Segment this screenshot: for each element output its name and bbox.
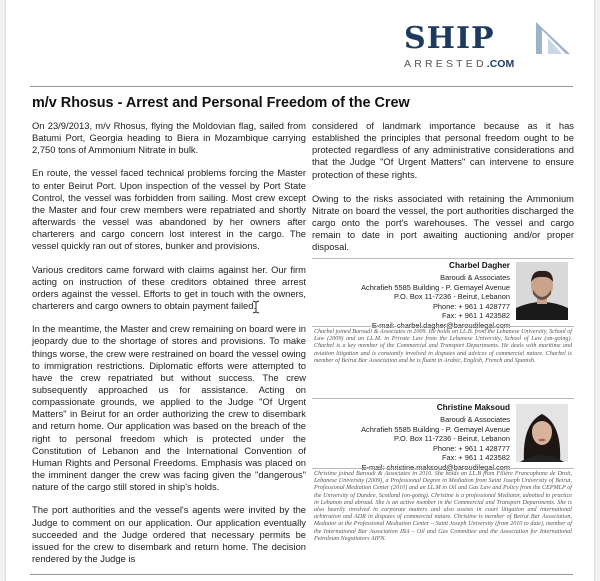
contact-divider bbox=[312, 398, 574, 399]
contact-name: Charbel Dagher bbox=[449, 261, 510, 270]
paragraph: On 23/9/2013, m/v Rhosus, flying the Moldovian flag, sailed from Batumi Port, Georgia heading to Biera in Mozambique carrying 2,750 tons of Ammonium Nitrate in bulk. bbox=[32, 120, 306, 156]
paragraph: considered of landmark importance because as it has established the principles that personal freedom ought to be protected regardless of any administrative considerations and that the Judge "Of Urgent Matters" can intervene to ensure protection of these rights. bbox=[312, 120, 574, 180]
footer-divider bbox=[30, 574, 573, 575]
document-page bbox=[6, 0, 594, 581]
contact-phone: Phone: + 961 1 428777 bbox=[432, 301, 510, 311]
contact-firm: Baroudi & Associates bbox=[440, 415, 510, 424]
article-right-column bbox=[312, 120, 574, 266]
contact-name: Christine Maksoud bbox=[436, 403, 510, 412]
article-left-column bbox=[32, 120, 306, 576]
contact-po-box: P.O. Box 11-7236 - Beirut, Lebanon bbox=[393, 292, 510, 302]
contact-bio: Christine joined Baroudi & Associates in 2010. She holds an LL.B from Filière Francophone de Droit, Lebanese University (2009), a Professional Degree in Mediation from Saint Joseph University of Beirut, Professional Mediation Center (2010) and an LL.M in Oil and Gas Law and Policy from the CEPMLP of the University of Dundee, Scotland (on-going). Christine is a professional Mediator, admitted to practice in Lebanon and abroad. She is an active member in the Commercial and Transport Departments. She is also heavily involved in corporate matters and also assists in court litigation and international arbitration and ADR in disputes of commercial nature. Christine is member of Beirut Bar Association, Mediator at the Professional Mediation Center – Saint Joseph University (from 2010 to date), member of the International Bar Association IBA – Oil and Gas Committee and the Association for International Petroleum Negotiators AIPN. bbox=[314, 471, 572, 542]
contact-card-charbel bbox=[312, 258, 574, 364]
contact-address: Achrafieh 5585 Building - P. Gemayel Avenue bbox=[361, 282, 510, 292]
contact-card-christine bbox=[312, 398, 574, 542]
text-cursor-icon bbox=[252, 300, 260, 314]
ship-arrested-logo bbox=[404, 21, 574, 72]
article-title: m/v Rhosus - Arrest and Personal Freedom of the Crew bbox=[32, 95, 410, 111]
paragraph: The port authorities and the vessel's agents were invited by the Judge to comment on our application. Our application eventually succeeded and the Judge ordered that necessary permits be issued for the crew to disembark and return home. The decision rendered by the Judge is bbox=[32, 504, 306, 564]
contact-address: Achrafieh 5585 Building - P. Gemayel Avenue bbox=[361, 424, 510, 434]
contact-photo-christine bbox=[516, 404, 568, 462]
contact-bio: Charbel joined Baroudi & Associates in 2009. He holds an LL.B. from the Lebanese University, School of Law (2009) and an LL.M. in Private Law from the Lebanese University, School of Law (on-going). Charbel is a key member of the Commercial and Transport Departments. He deals with maritime and aviation litigation and is constantly involved in disputes and advices of commercial nature. Charbel is member of Beirut Bar Association and he is fluent in Arabic, English, French and Spanish. bbox=[314, 329, 572, 364]
logo-ship-text: SHIP bbox=[404, 21, 495, 56]
sail-icon bbox=[526, 20, 574, 58]
contact-firm: Baroudi & Associates bbox=[440, 273, 510, 282]
contact-divider bbox=[312, 468, 574, 469]
paragraph: Various creditors came forward with claims against her. Our firm acting on instruction of these creditors obtained three arrest orders against the vessel. Efforts to get in touch with the owners, charterers and cargo owners to obtain payment failed. bbox=[32, 263, 306, 312]
contact-details bbox=[361, 273, 510, 331]
paragraph: Owing to the risks associated with retaining the Ammonium Nitrate on board the vessel, the port authorities discharged the cargo onto the port's warehouses. The vessel and cargo remain to date in port awaiting auctioning and/or proper disposal. bbox=[312, 192, 574, 253]
contact-divider bbox=[312, 258, 574, 259]
contact-photo-charbel bbox=[516, 262, 568, 320]
contact-fax: Fax: + 961 1 423582 bbox=[441, 453, 510, 463]
paragraph: In the meantime, the Master and crew remaining on board were in jeopardy due to the shortage of stores and provisions. To make things worse, the crew were restrained on board the vessel owing to immigration restrictions. Diplomatic efforts were attempted to have the crew repatriated but without success. The crew subsequently approached us for assistance. Acting on compassionate grounds, we applied to the Judge "Of Urgent Matters" in Beirut for an order authorizing the crew to disembark and return home. Our application was based on the breach of the right to personal freedom which is protected under the Constitution of Lebanon and the International Convention of Human Rights and Personal Freedoms. Emphasis was placed on the imminent danger the crew was facing given the "dangerous" nature of the cargo still stored in ship's holds. bbox=[32, 323, 306, 493]
contact-fax: Fax: + 961 1 423582 bbox=[441, 311, 510, 321]
contact-po-box: P.O. Box 11-7236 - Beirut, Lebanon bbox=[393, 434, 510, 444]
contact-phone: Phone: + 961 1 428777 bbox=[432, 443, 510, 453]
header-divider bbox=[30, 86, 573, 87]
contact-details bbox=[361, 415, 510, 473]
logo-arrested-text: ARRESTED.COM bbox=[404, 58, 515, 70]
contact-divider bbox=[312, 326, 574, 327]
paragraph: En route, the vessel faced technical problems forcing the Master to enter Beirut Port. Upon inspection of the vessel by Port State Control, the vessel was forbidden from sailing. Most crew except the Master and four crew members were repatriated and shortly afterwards the vessel was abandoned by her owners after charterers and cargo concern lost interest in the cargo. The vessel quickly ran out of stores, bunker and provisions. bbox=[32, 167, 306, 252]
